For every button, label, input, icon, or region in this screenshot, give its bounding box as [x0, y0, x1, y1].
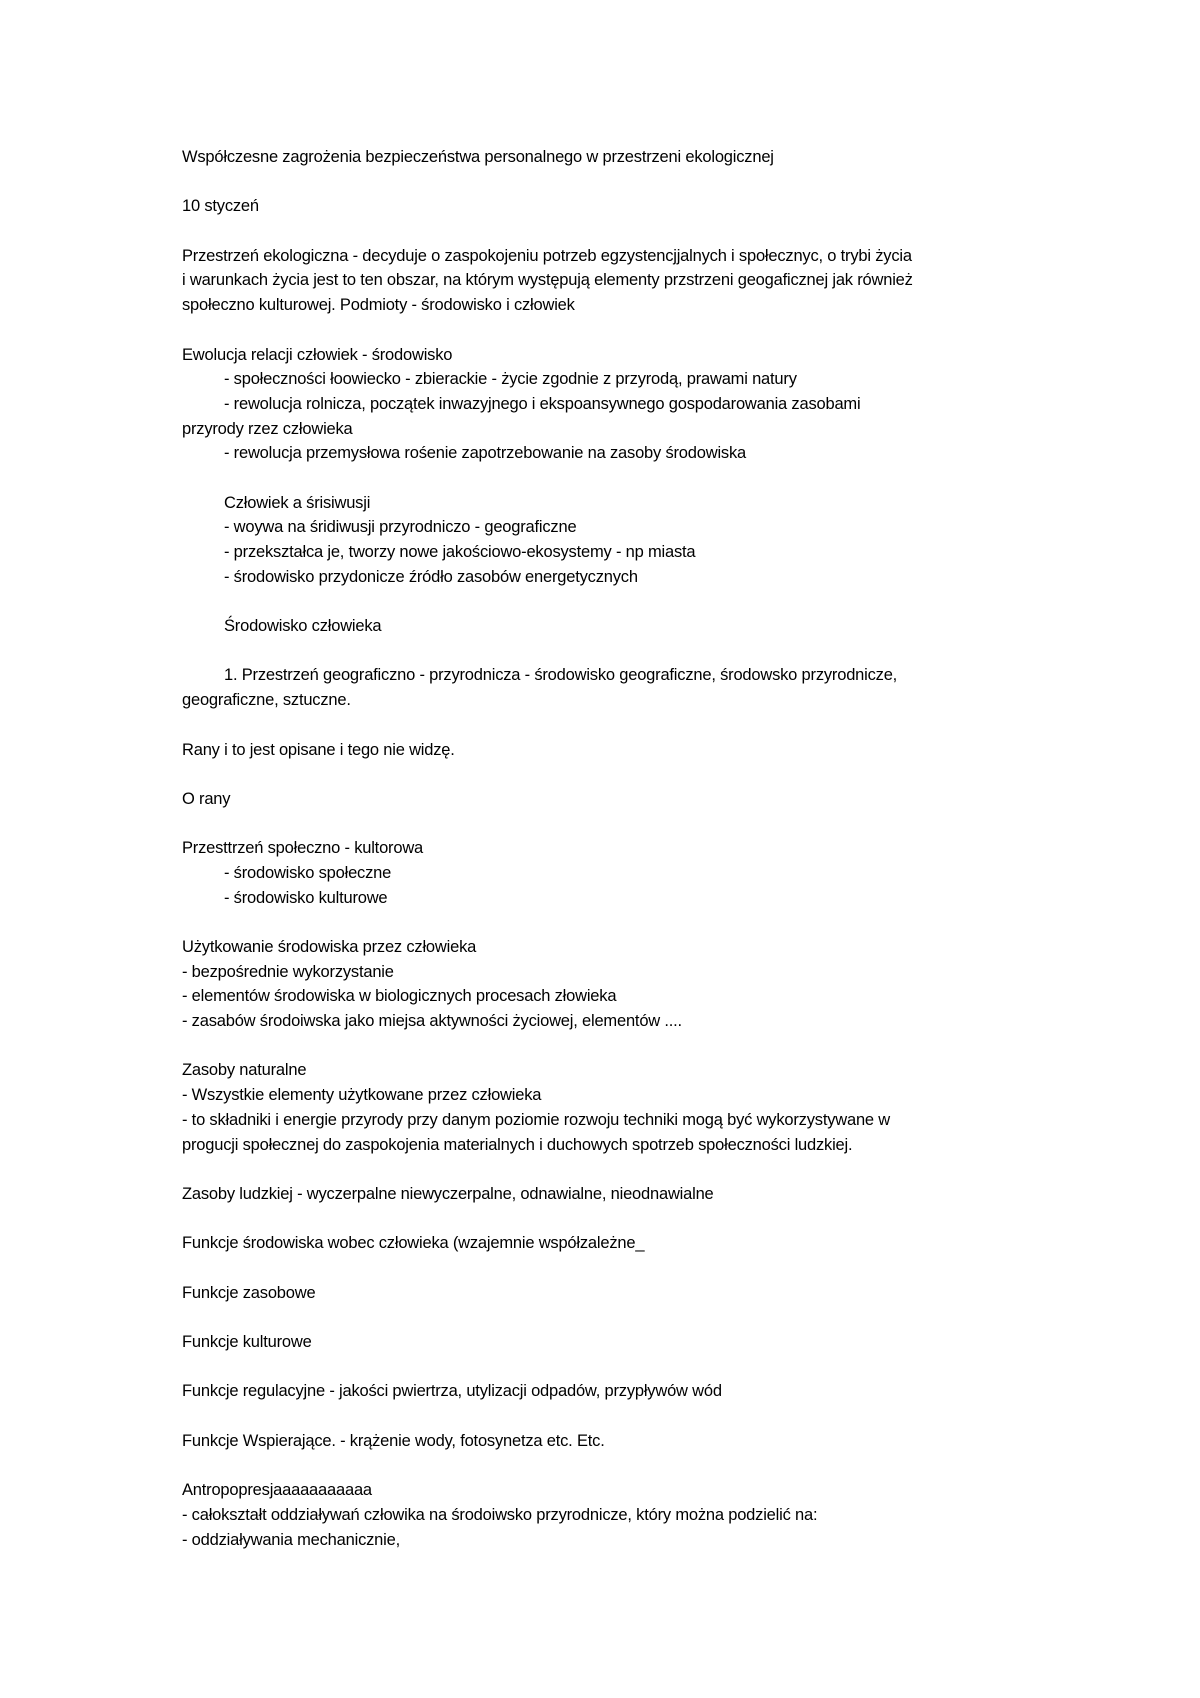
list-item: - elementów środowiska w biologicznych procesach złowieka: [182, 987, 617, 1006]
list-item: - społeczności łoowiecko - zbierackie - życie zgodnie z przyrodą, prawami natury: [224, 370, 797, 389]
paragraph-line: Funkcje środowiska wobec człowieka (wzajemnie współzależne_: [182, 1234, 645, 1253]
paragraph-line: O rany: [182, 789, 231, 808]
paragraph-line: Funkcje zasobowe: [182, 1283, 316, 1302]
list-item: - oddziaływania mechanicznie,: [182, 1530, 400, 1549]
section-heading: Zasoby naturalne: [182, 1061, 307, 1080]
list-item: - to składniki i energie przyrody przy danym poziomie rozwoju techniki mogą być wykorzystywane w: [182, 1110, 891, 1129]
list-item: - środowisko społeczne: [224, 863, 392, 882]
list-item: - całokształt oddziaływań człowika na środoiwsko przyrodnicze, który można podzielić na:: [182, 1505, 818, 1524]
list-item: - rewolucja przemysłowa rośenie zapotrzebowanie na zasoby środowiska: [224, 444, 746, 463]
list-item-continuation: progucji społecznej do zaspokojenia materialnych i duchowych spotrzeb społeczności ludzkiej.: [182, 1135, 853, 1154]
section-heading: Antropopresjaaaaaaaaaaa: [182, 1481, 372, 1500]
paragraph-line: Funkcje regulacyjne - jakości pwiertrza, utylizacji odpadów, przypływów wód: [182, 1382, 722, 1401]
numbered-item-continuation: geograficzne, sztuczne.: [182, 691, 351, 710]
list-item-continuation: przyrody rzez człowieka: [182, 419, 353, 438]
list-item: - bezpośrednie wykorzystanie: [182, 962, 394, 981]
list-item: - Wszystkie elementy użytkowane przez człowieka: [182, 1086, 542, 1105]
paragraph-line: społeczno kulturowej. Podmioty - środowisko i człowiek: [182, 296, 575, 315]
list-item: - woywa na śridiwusji przyrodniczo - geograficzne: [224, 518, 577, 537]
section-heading: Użytkowanie środowiska przez człowieka: [182, 938, 477, 956]
numbered-item: 1. Przestrzeń geograficzno - przyrodnicza - środowisko geograficzne, środowsko przyrodnicze,: [224, 666, 898, 685]
document-date: 10 styczeń: [182, 197, 259, 216]
paragraph-line: Rany i to jest opisane i tego nie widzę.: [182, 740, 455, 759]
paragraph-line: Przestrzeń ekologiczna - decyduje o zaspokojeniu potrzeb egzystencjjalnych i społecznyc, o trybi życia: [182, 246, 912, 265]
list-item: - przekształca je, tworzy nowe jakościowo-ekosystemy - np miasta: [224, 543, 696, 561]
section-heading: Ewolucja relacji człowiek - środowisko: [182, 345, 453, 364]
document-title: Współczesne zagrożenia bezpieczeństwa personalnego w przestrzeni ekologicznej: [182, 148, 774, 166]
document-body: [182, 145, 1062, 1552]
list-item: - środowisko przydonicze źródło zasobów energetycznych: [224, 567, 638, 586]
section-heading: Człowiek a śrisiwusji: [224, 493, 371, 512]
section-heading: Przesttrzeń społeczno - kultorowa: [182, 839, 424, 858]
list-item: - środowisko kulturowe: [224, 888, 388, 907]
paragraph-line: Funkcje kulturowe: [182, 1333, 312, 1351]
list-item: - zasabów środoiwska jako miejsa aktywności życiowej, elementów ....: [182, 1012, 682, 1031]
section-heading: Środowisko człowieka: [224, 617, 382, 636]
list-item: - rewolucja rolnicza, początek inwazyjnego i ekspoansywnego gospodarowania zasobami: [224, 394, 861, 413]
paragraph-line: i warunkach życia jest to ten obszar, na którym występują elementy przstrzeni geogaficznej jak również: [182, 271, 913, 290]
paragraph-line: Funkcje Wspierające. - krążenie wody, fotosynetza etc. Etc.: [182, 1431, 605, 1450]
paragraph-line: Zasoby ludzkiej - wyczerpalne niewyczerpalne, odnawialne, nieodnawialne: [182, 1184, 714, 1203]
